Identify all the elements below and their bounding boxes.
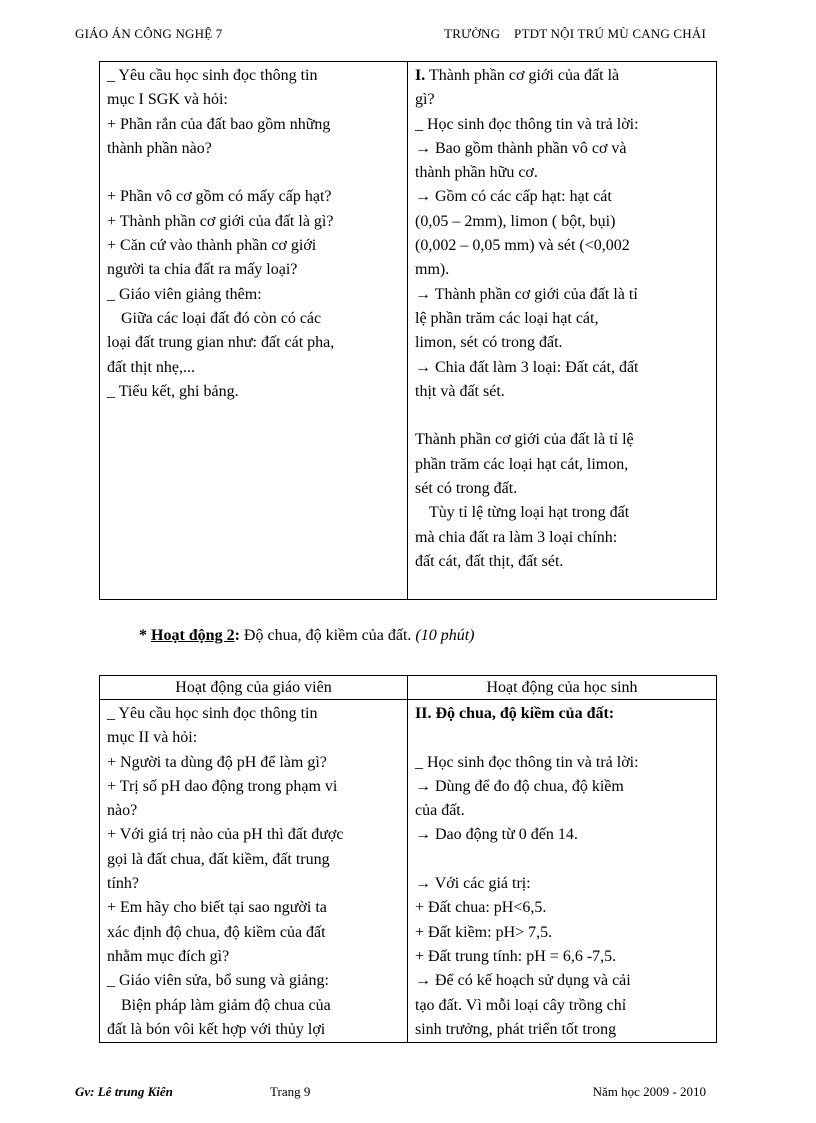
t2-right-line: sinh trưởng, phát triển tốt trong (415, 1020, 617, 1038)
t1-left-line: _ Giáo viên giảng thêm: (107, 285, 262, 303)
teacher-column-header: Hoạt động của giáo viên (100, 676, 408, 700)
t1-right-line: _ Học sinh đọc thông tin và trả lời: (415, 115, 639, 133)
t2-left-line: gọi là đất chua, đất kiềm, đất trung (107, 850, 330, 868)
t1-right-line: → Bao gồm thành phần vô cơ và (415, 139, 627, 157)
t1-right-line: → Chia đất làm 3 loại: Đất cát, đất (415, 358, 639, 376)
t1-right-line: (0,05 – 2mm), limon ( bột, bụi) (415, 212, 616, 230)
activity2-colon: : (234, 627, 240, 644)
t1-right-line: sét có trong đất. (415, 480, 518, 498)
t2-right-line: + Đất chua: pH<6,5. (415, 899, 547, 917)
t2-left-line: Biện pháp làm giảm độ chua của (121, 996, 331, 1014)
t1-left-line: loại đất trung gian như: đất cát pha, (107, 334, 335, 352)
student-activity-cell (408, 700, 717, 1043)
t2-left-line: mục II và hỏi: (107, 729, 198, 747)
t1-right-line: đất cát, đất thịt, đất sét. (415, 552, 564, 570)
t2-left-line: nhằm mục đích gì? (107, 947, 230, 965)
t2-right-line: của đất. (415, 802, 465, 820)
t2-left-line: nào? (107, 802, 138, 820)
t1-right-line: mm). (415, 261, 450, 279)
t1-left-line: mục I SGK và hỏi: (107, 91, 228, 109)
t1-right-line: phần trăm các loại hạt cát, limon, (415, 455, 629, 473)
t1-right-line: limon, sét có trong đất. (415, 334, 563, 352)
t2-left-line: + Trị số pH dao động trong phạm vi (107, 777, 338, 795)
t2-right-line: → Dao động từ 0 đến 14. (415, 826, 578, 844)
t2-right-line: tạo đất. Vì mỗi loại cây trồng chỉ (415, 996, 627, 1014)
t1-right-line: lệ phần trăm các loại hạt cát, (415, 309, 599, 327)
t1-right-line: Thành phần cơ giới của đất là tỉ lệ (415, 431, 634, 449)
t1-left-line: _ Yêu cầu học sinh đọc thông tin (107, 67, 318, 84)
teacher-activity-cell (100, 700, 408, 1043)
section-title: Thành phần cơ giới của đất là (428, 67, 620, 84)
t1-left-line: _ Tiểu kết, ghi bảng. (107, 382, 239, 400)
t2-left-line: đất là bón vôi kết hợp với thủy lợi (107, 1020, 326, 1038)
student-activity-cell (408, 62, 717, 600)
t1-right-line: → Thành phần cơ giới của đất là tỉ (415, 285, 638, 303)
t2-left-line: _ Giáo viên sửa, bổ sung và giảng: (107, 972, 329, 990)
header-school-prefix: TRƯỜNG (444, 26, 501, 41)
t1-right-line: (0,002 – 0,05 mm) và sét (<0,002 (415, 237, 630, 255)
t2-right-line: → Với các giá trị: (415, 875, 531, 893)
t2-left-line: + Em hãy cho biết tại sao người ta (107, 899, 327, 917)
t2-left-line: _ Yêu cầu học sinh đọc thông tin (107, 705, 318, 722)
activity2-star: * (139, 627, 147, 644)
t1-left-line: người ta chia đất ra mấy loại? (107, 261, 298, 279)
t2-right-line: + Đất kiềm: pH> 7,5. (415, 923, 553, 941)
t2-right-line: → Dùng để đo độ chua, độ kiềm (415, 777, 624, 795)
activity2-description: Độ chua, độ kiềm của đất. (243, 627, 412, 644)
t1-left-line: đất thịt nhẹ,... (107, 358, 195, 376)
footer-school-year: Năm học 2009 - 2010 (592, 1084, 706, 1099)
t1-right-line: thịt và đất sét. (415, 382, 505, 400)
activity2-time: (10 phút) (415, 627, 475, 644)
t1-left-line: Giữa các loại đất đó còn có các (121, 309, 322, 327)
activity2-title: Hoạt động 2 (151, 627, 235, 644)
footer-teacher: Gv: Lê trung Kiên (75, 1084, 173, 1099)
t1-right-line: Tùy tỉ lệ từng loại hạt trong đất (429, 504, 630, 522)
section-number: I. (415, 67, 426, 84)
header-subject: GIÁO ÁN CÔNG NGHỆ 7 (75, 26, 223, 41)
t1-right-heading-cont: gì? (415, 91, 435, 109)
t1-left-line: + Căn cứ vào thành phần cơ giới (107, 237, 317, 255)
t1-right-line: mà chia đất ra làm 3 loại chính: (415, 528, 618, 546)
t1-right-heading (415, 64, 709, 88)
t1-left-line: + Phần rắn của đất bao gồm những (107, 115, 331, 133)
t2-left-line: xác định độ chua, độ kiềm của đất (107, 923, 326, 941)
activity2-table (99, 675, 717, 1043)
student-column-header: Hoạt động của học sinh (408, 676, 717, 700)
t2-left-line: tính? (107, 875, 139, 893)
activity1-table (99, 61, 717, 600)
t1-right-line: → Gồm có các cấp hạt: hạt cát (415, 188, 612, 206)
t2-right-heading: II. Độ chua, độ kiềm của đất: (415, 705, 615, 722)
t1-left-line: + Phần vô cơ gồm có mấy cấp hạt? (107, 188, 332, 206)
t1-left-line: + Thành phần cơ giới của đất là gì? (107, 212, 334, 230)
t1-left-line: thành phần nào? (107, 139, 212, 157)
t2-left-line: + Với giá trị nào của pH thì đất được (107, 826, 344, 844)
t2-right-line: → Để có kế hoạch sử dụng và cải (415, 972, 631, 990)
activity2-heading (139, 627, 475, 645)
t2-left-line: + Người ta dùng độ pH để làm gì? (107, 753, 327, 771)
t2-right-line: + Đất trung tính: pH = 6,6 -7,5. (415, 947, 617, 965)
t2-right-line: _ Học sinh đọc thông tin và trả lời: (415, 753, 639, 771)
teacher-activity-cell (100, 62, 408, 600)
t1-right-line: thành phần hữu cơ. (415, 164, 538, 182)
header-school (444, 26, 706, 42)
footer-page: Trang 9 (270, 1084, 311, 1099)
header-school-name: PTDT NỘI TRÚ MÙ CANG CHẢI (514, 26, 706, 41)
